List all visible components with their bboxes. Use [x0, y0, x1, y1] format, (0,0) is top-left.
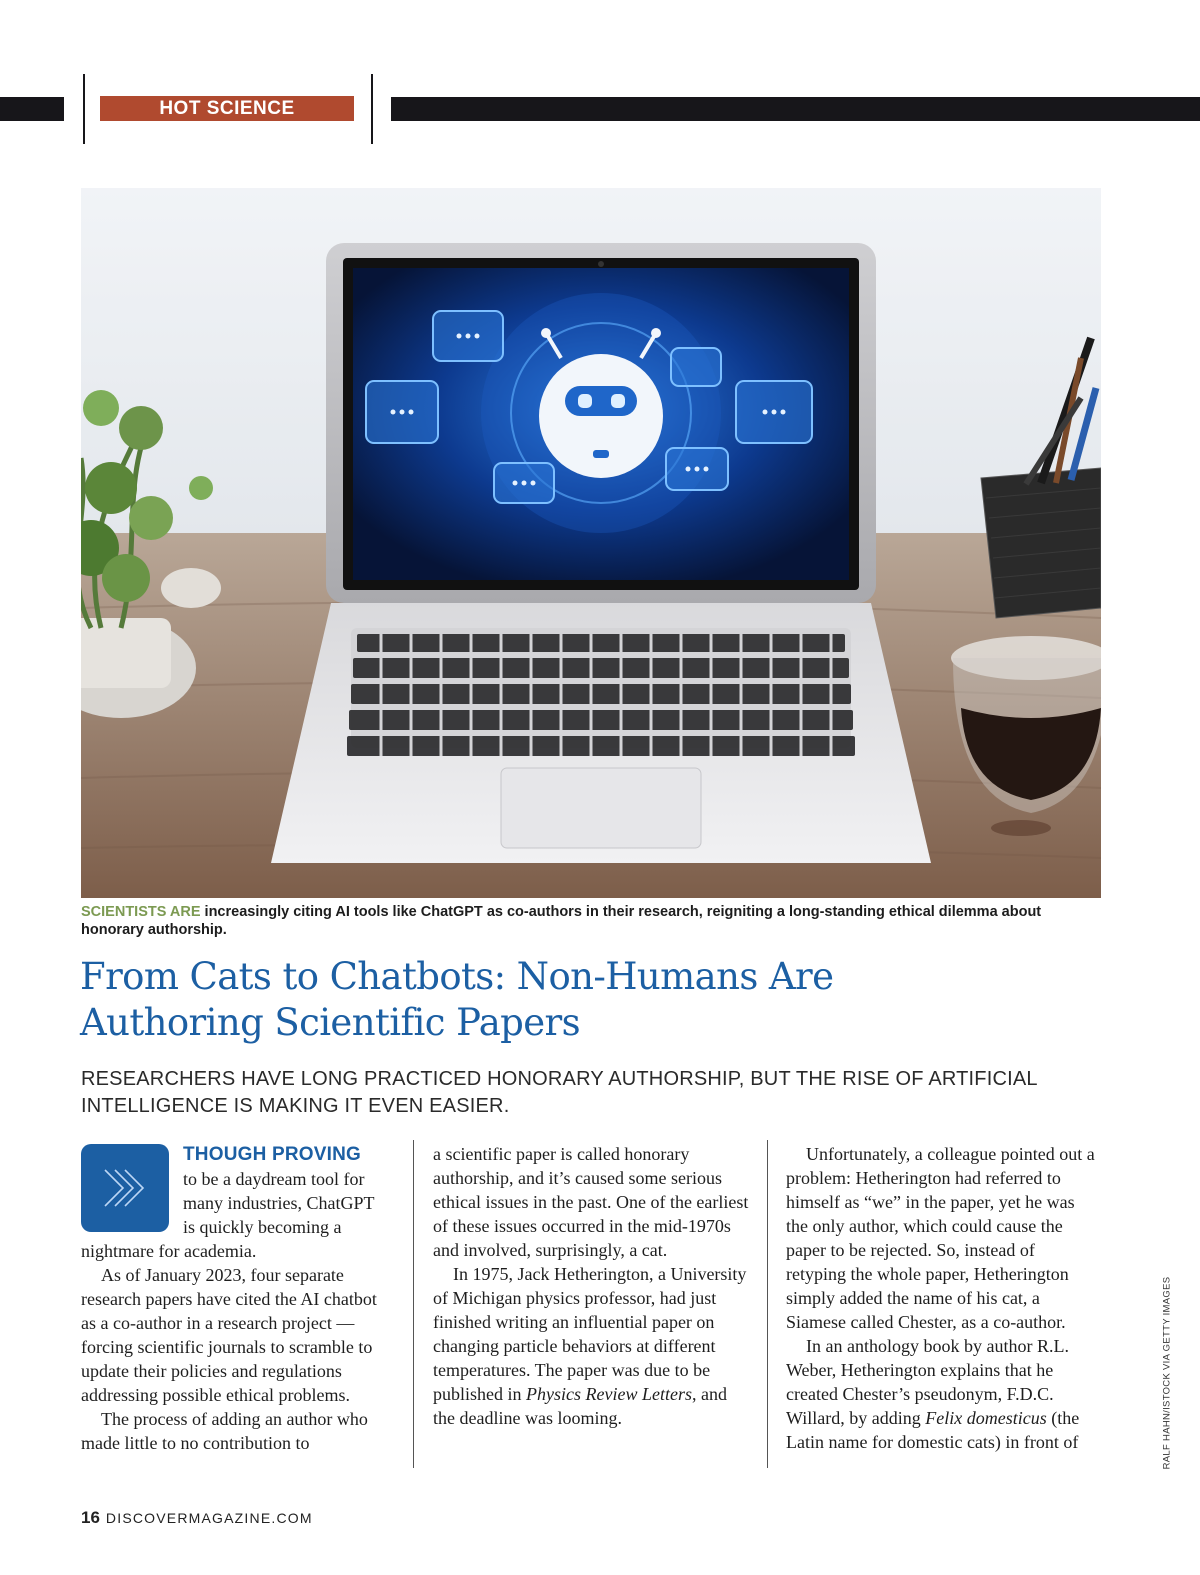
body-text: , and the deadline was looming.: [433, 1384, 727, 1428]
site-url: DISCOVERMAGAZINE.COM: [105, 1510, 313, 1526]
header-bar-right: [391, 97, 1200, 121]
column-divider: [413, 1140, 414, 1468]
body-column-1: [81, 1142, 381, 1455]
deck-line: RESEARCHERS HAVE LONG PRACTICED HONORARY AUTHORSHIP, BUT THE RISE OF ARTIFICIAL: [81, 1068, 1038, 1090]
body-paragraph: a scientific paper is called honorary authorship, and it’s caused some serious ethical issues in the past. One of the earliest of these issues occurred in the mid-1970s and involved, surprisingly, a cat.: [433, 1144, 749, 1260]
caption-text: increasingly citing AI tools like ChatGPT as co-authors in their research, reigniting a long-standing ethical dilemma about honorary authorship.: [81, 904, 1042, 938]
body-text: (the Latin name for domestic cats) in front of: [786, 1408, 1080, 1452]
laptop-illustration: [271, 243, 931, 863]
article-deck: [81, 1066, 1081, 1120]
body-column-3: [786, 1142, 1098, 1454]
body-paragraph: [786, 1334, 1098, 1454]
photo-credit: [1159, 1276, 1175, 1470]
kicker: THOUGH PROVING: [183, 1144, 362, 1165]
body-paragraph: [433, 1262, 751, 1430]
header-bar-left: [0, 97, 64, 121]
column-divider: [767, 1140, 768, 1468]
photo-credit-text: RALF HAHN/ISTOCK VIA GETTY IMAGES: [1161, 1276, 1173, 1470]
body-column-2: [433, 1142, 751, 1430]
journal-name: Physics Review Letters: [526, 1384, 692, 1404]
body-text: to be a daydream tool for many industries, ChatGPT is quickly becoming a nightmare for academia.: [81, 1169, 375, 1261]
body-text: In 1975, Jack Hetherington, a University of Michigan physics professor, had just finished writing an influential paper on changing particle behaviors at different temperatures. The paper was due to be published in: [433, 1264, 747, 1404]
latin-name: Felix domesticus: [925, 1408, 1047, 1428]
headline-line: Authoring Scientific Papers: [80, 1001, 581, 1044]
body-paragraph: The process of adding an author who made little to no contribution to: [81, 1409, 368, 1453]
page-number: 16: [81, 1508, 100, 1527]
headline-line: From Cats to Chatbots: Non-Humans Are: [80, 955, 834, 998]
page-footer: [81, 1508, 313, 1528]
body-paragraph: Unfortunately, a colleague pointed out a problem: Hetherington had referred to himself as “we” in the paper, yet he was the only author, which could cause the paper to be rejected. So, instead of retyping the whole paper, Hetherington simply added the name of his cat, a Siamese called Chester, as a co-author.: [786, 1144, 1095, 1332]
photo-caption: [81, 903, 1101, 939]
hero-photo: [81, 188, 1101, 898]
body-paragraph: As of January 2023, four separate research papers have cited the AI chatbot as a co-author in a research project — forcing scientific journals to scramble to update their policies and regulations addressing possible ethical problems.: [81, 1265, 377, 1405]
section-tag: HOT SCIENCE: [100, 96, 354, 121]
header-divider: [83, 74, 85, 144]
chevron-right-icon: [81, 1144, 169, 1232]
article-headline: [80, 954, 1120, 1046]
caption-lead: SCIENTISTS ARE: [81, 904, 201, 920]
body-text: In an anthology book by author R.L. Weber, Hetherington explains that he created Chester’s pseudonym, F.D.C. Willard, by adding: [786, 1336, 1069, 1428]
deck-line: INTELLIGENCE IS MAKING IT EVEN EASIER.: [81, 1095, 510, 1117]
header-divider: [371, 74, 373, 144]
